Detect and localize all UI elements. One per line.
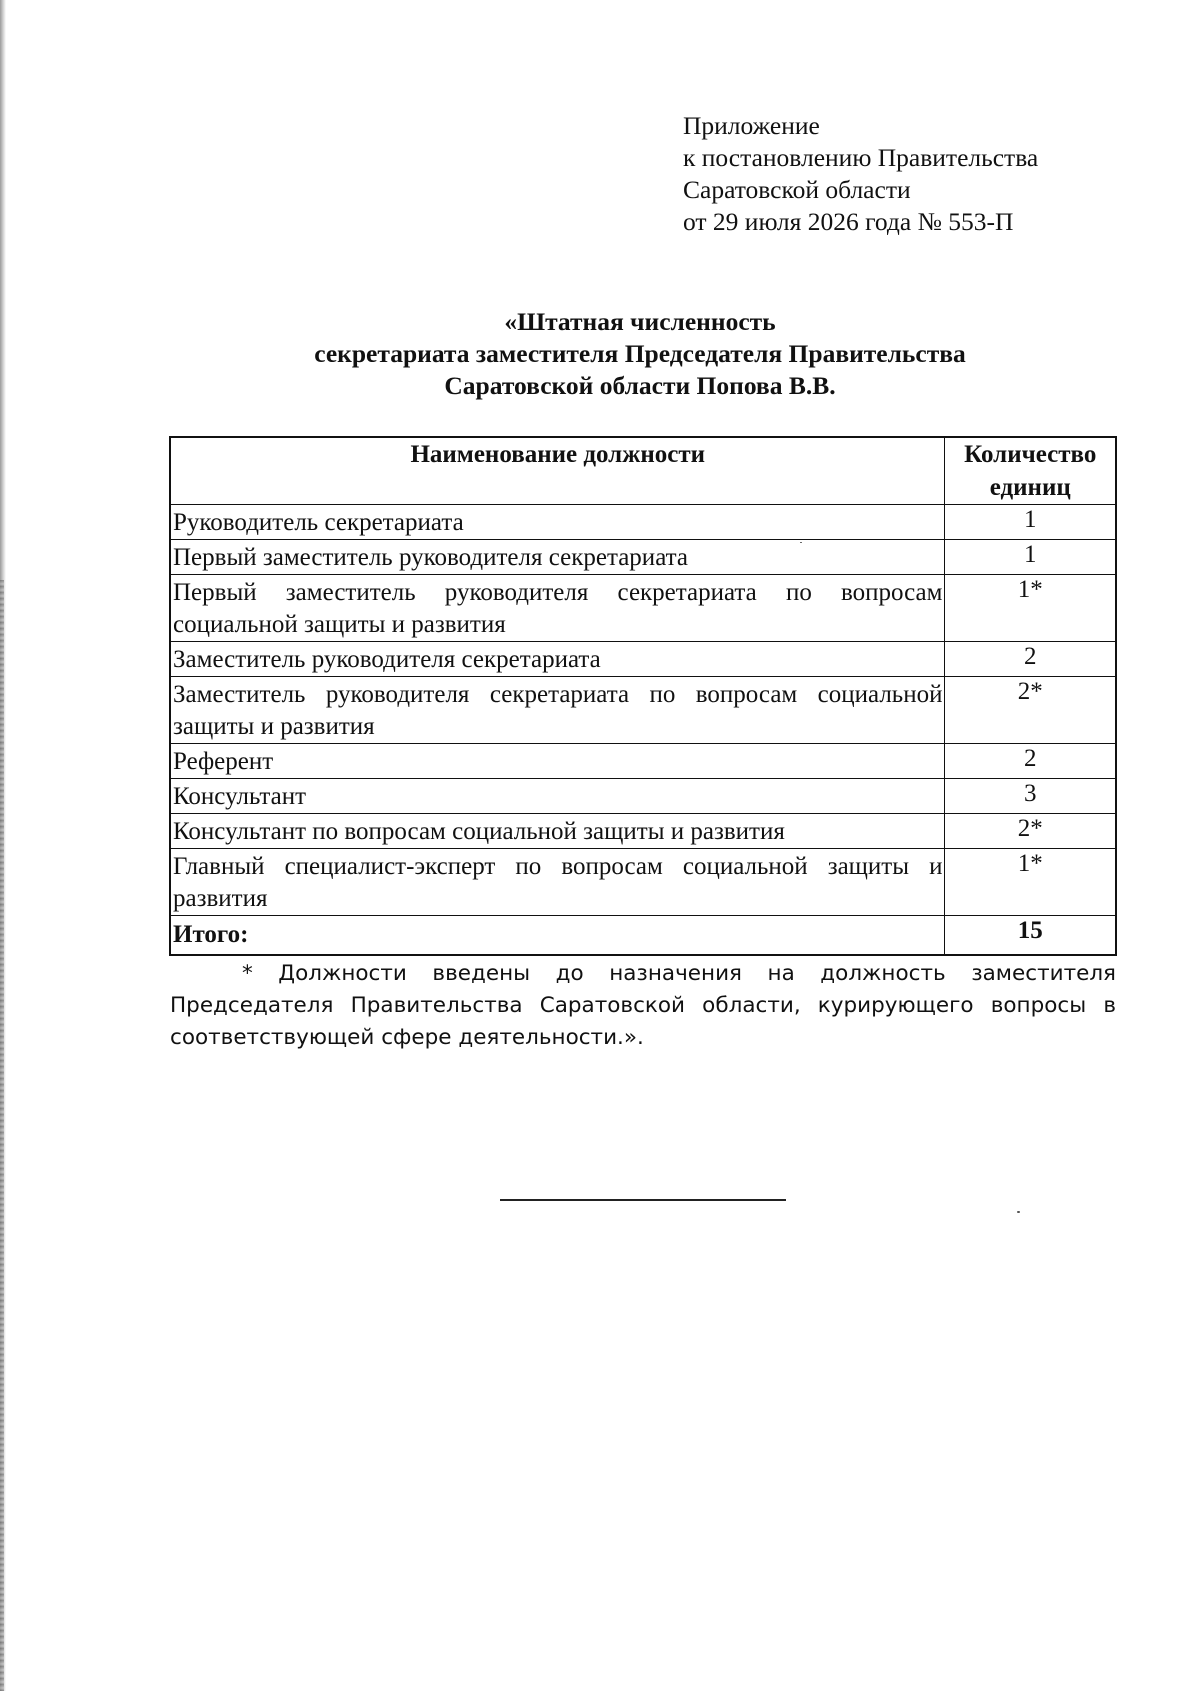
title-line-2: секретариата заместителя Председателя Правительства [314, 339, 966, 368]
position-name: Главный специалист-эксперт по вопросам социальной защиты и развития [170, 849, 945, 916]
appendix-line-2: к постановлению Правительства [683, 143, 1039, 172]
header-position-name: Наименование должности [170, 437, 945, 505]
scan-edge-noise [0, 580, 4, 1691]
appendix-line-1: Приложение [683, 111, 820, 140]
staff-table [169, 436, 1117, 956]
title-line-1: «Штатная численность [504, 307, 776, 336]
table-row [170, 814, 1116, 849]
appendix-line-3: Саратовской области [683, 175, 911, 204]
position-quantity: 1 [945, 540, 1116, 575]
position-name: Консультант [170, 779, 945, 814]
position-quantity: 1* [945, 849, 1116, 916]
position-quantity: 1 [945, 505, 1116, 540]
table-row [170, 540, 1116, 575]
position-name: Первый заместитель руководителя секретариата по вопросам социальной защиты и развития [170, 575, 945, 642]
table-row [170, 779, 1116, 814]
document-title [170, 306, 1110, 402]
appendix-header [683, 110, 1038, 238]
position-quantity: 1* [945, 575, 1116, 642]
position-quantity: 2 [945, 642, 1116, 677]
table-row [170, 575, 1116, 642]
table-row [170, 642, 1116, 677]
position-name: Референт [170, 744, 945, 779]
total-quantity: 15 [945, 916, 1116, 956]
position-quantity: 2 [945, 744, 1116, 779]
position-quantity: 2* [945, 677, 1116, 744]
position-name: Заместитель руководителя секретариата по вопросам социальной защиты и развития [170, 677, 945, 744]
end-separator-line [500, 1199, 786, 1201]
total-label: Итого: [170, 916, 945, 956]
title-line-3: Саратовской области Попова В.В. [444, 371, 836, 400]
position-name: Консультант по вопросам социальной защиты и развития [170, 814, 945, 849]
scan-speck [800, 542, 802, 543]
table-row [170, 677, 1116, 744]
header-quantity: Количество единиц [945, 437, 1116, 505]
position-quantity: 3 [945, 779, 1116, 814]
footnote: * Должности введены до назначения на должность заместителя Председателя Правительства Саратовской области, курирующего вопросы в соответствующей сфере деятельности.». [170, 961, 1116, 1050]
position-quantity: 2* [945, 814, 1116, 849]
position-name: Первый заместитель руководителя секретариата [170, 540, 945, 575]
table-row [170, 505, 1116, 540]
appendix-line-4: от 29 июля 2026 года № 553-П [683, 207, 1014, 236]
table-total-row [170, 916, 1116, 956]
scan-speck [1017, 1211, 1020, 1213]
table-row [170, 744, 1116, 779]
position-name: Руководитель секретариата [170, 505, 945, 540]
table-row [170, 849, 1116, 916]
table-header-row [170, 437, 1116, 505]
position-name: Заместитель руководителя секретариата [170, 642, 945, 677]
